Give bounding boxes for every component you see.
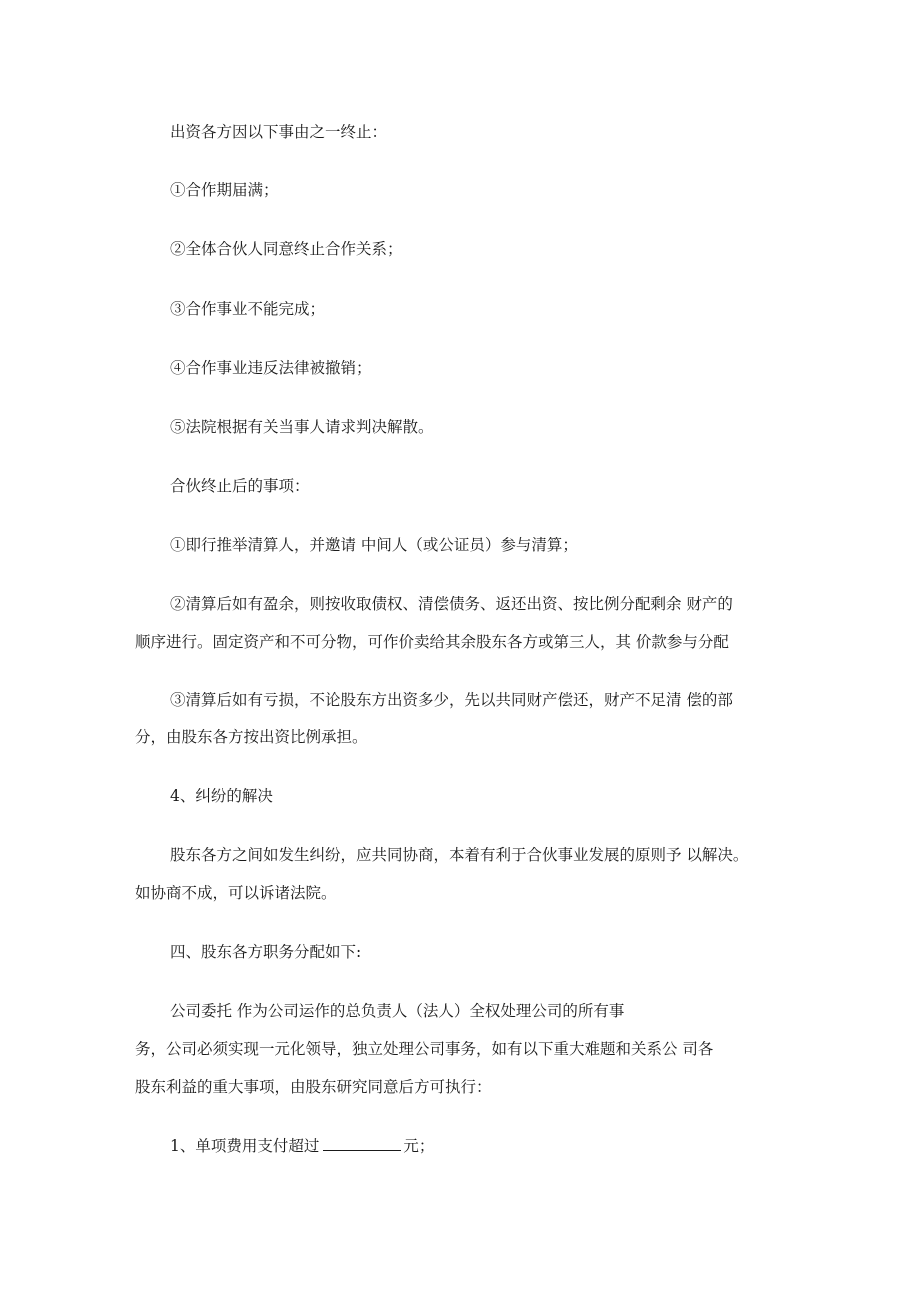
expense-limit-item (170, 1136, 434, 1156)
post-termination-item-2-line-1: ②清算后如有盈余，则按收取债权、清偿债务、返还出资、按比例分配剩余 财产的 (170, 595, 733, 613)
duties-paragraph-line-3: 股东利益的重大事项，由股东研究同意后方可执行： (135, 1078, 492, 1096)
termination-item-4: ④合作事业违反法律被撤销； (170, 359, 372, 377)
expense-limit-suffix: 元； (403, 1137, 435, 1155)
dispute-paragraph-line-2: 如协商不成，可以诉诸法院。 (135, 884, 337, 902)
termination-item-1: ①合作期届满； (170, 181, 279, 199)
expense-limit-prefix: 1、单项费用支付超过 (170, 1137, 320, 1155)
duties-paragraph-line-2: 务，公司必须实现一元化领导，独立处理公司事务，如有以下重大难题和关系公 司各 (135, 1040, 714, 1058)
termination-item-2: ②全体合伙人同意终止合作关系； (170, 240, 403, 258)
termination-item-5: ⑤法院根据有关当事人请求判决解散。 (170, 418, 434, 436)
termination-item-3: ③合作事业不能完成； (170, 300, 326, 318)
termination-intro: 出资各方因以下事由之一终止： (170, 123, 388, 141)
post-termination-item-3-line-2: 分，由股东各方按出资比例承担。 (135, 728, 368, 746)
post-termination-item-2-line-2: 顺序进行。固定资产和不可分物，可作价卖给其余股东各方或第三人，其 价款参与分配 (135, 633, 729, 651)
amount-blank (323, 1136, 401, 1151)
dispute-paragraph-line-1: 股东各方之间如发生纠纷，应共同协商，本着有利于合伙事业发展的原则予 以解决。 (170, 846, 749, 864)
section-4-heading: 4、纠纷的解决 (170, 787, 273, 805)
post-termination-item-1: ①即行推举清算人，并邀请 中间人（或公证员）参与清算； (170, 536, 578, 554)
duties-paragraph-line-1: 公司委托 作为公司运作的总负责人（法人）全权处理公司的所有事 (170, 1002, 625, 1020)
post-termination-intro: 合伙终止后的事项： (170, 477, 310, 495)
post-termination-item-3-line-1: ③清算后如有亏损，不论股东方出资多少，先以共同财产偿还，财产不足清 偿的部 (170, 691, 733, 709)
section-four-heading: 四、股东各方职务分配如下: (170, 943, 362, 961)
